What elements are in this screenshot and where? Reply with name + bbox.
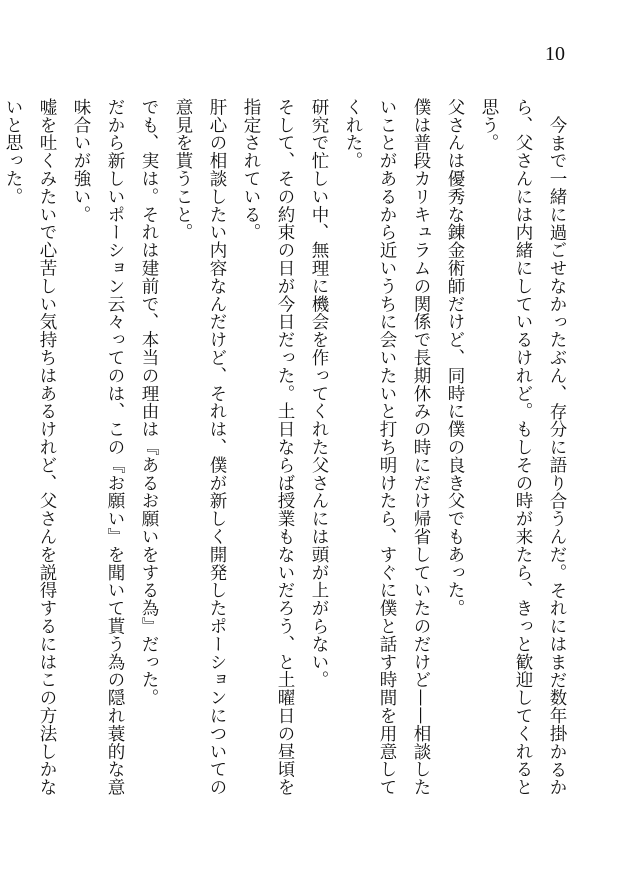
paragraph: 父さんは優秀な錬金術師だけど、同時に僕の良き父でもあった。 — [445, 98, 465, 618]
paragraph: でも、実は。それは建前で、本当の理由は『あるお願いをする為』だった。 — [139, 98, 159, 707]
paragraph: 今まで一緒に過ごせなかったぶん、存分に語り合うんだ。それにはまだ数年掛かるから、父さんには内緒にしているけれど。もしその時が来たら、きっと歓迎してくれると思う。 — [479, 98, 567, 797]
body-text — [3, 98, 574, 798]
paragraph: そして、その約束の日が今日だった。土日ならば授業もないだろう、と土曜日の昼頃を指定されている。 — [241, 98, 295, 797]
paragraph: 肝心の相談したい内容なんだけど、それは、僕が新しく開発したポーションについての意見を貰うこと。 — [173, 98, 227, 797]
paragraph: 嘘を吐くみたいで心苦しい気持ちはあるけれど、父さんを説得するにはこの方法しかないと思った。 — [3, 98, 57, 797]
paragraph: 僕は普段カリキュラムの関係で長期休みの時にだけ帰省していたのだけど——相談したいことがあるから近いうちに会いたいと打ち明けたら、すぐに僕と話す時間を用意してくれた。 — [343, 98, 431, 797]
paragraph: だから新しいポーション云々ってのは、この『お願い』を聞いて貰う為の隠れ蓑的な意味合いが強い。 — [71, 98, 125, 797]
page-number: 10 — [545, 43, 565, 65]
paragraph: 研究で忙しい中、無理に機会を作ってくれた父さんには頭が上がらない。 — [309, 98, 329, 689]
